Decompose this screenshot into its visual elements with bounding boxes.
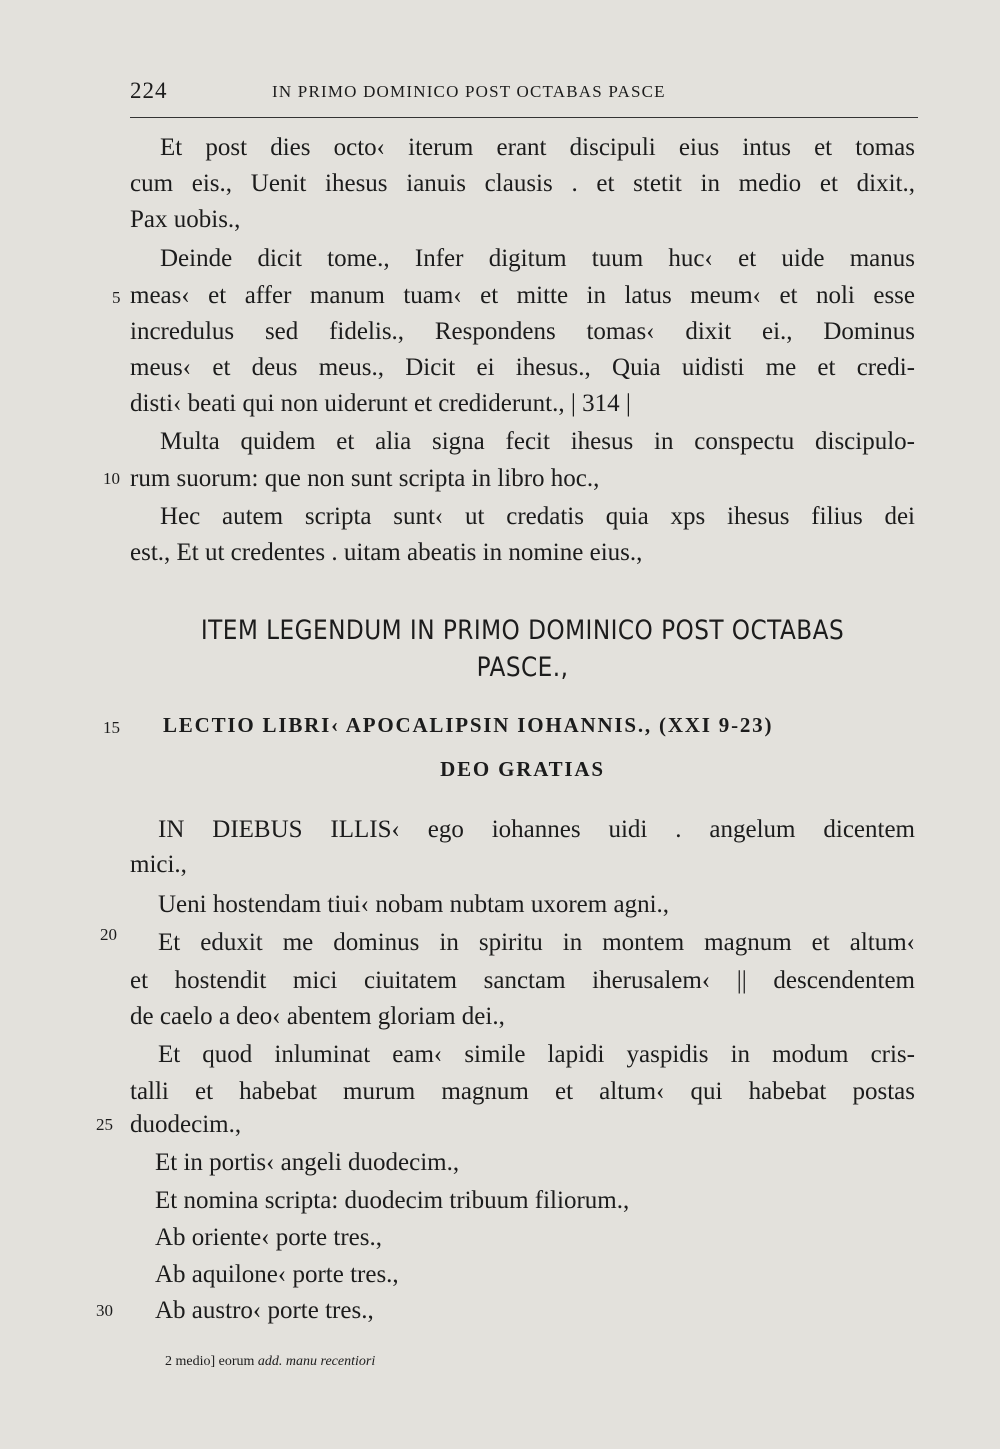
text-line: Deinde dicit tome., Infer digitum tuum huc‹ et uide manus	[160, 245, 915, 272]
text-line: Ab aquilone‹ porte tres.,	[155, 1261, 399, 1288]
section-heading-continued: PASCE.,	[476, 652, 569, 683]
text-line: Et post dies octo‹ iterum erant discipuli eius intus et tomas	[160, 134, 915, 161]
footnote-note: add. manu recentiori	[257, 1354, 376, 1369]
text-line: rum suorum: que non sunt scripta in libro hoc.,	[130, 465, 600, 492]
text-line: Ueni hostendam tiui‹ nobam nubtam uxorem agni.,	[158, 891, 670, 918]
text-line: talli et habebat murum magnum et altum‹ qui habebat postas	[130, 1078, 915, 1105]
text-line: Et eduxit me dominus in spiritu in montem magnum et altum‹	[158, 929, 915, 956]
text-line: Hec autem scripta sunt‹ ut credatis quia xps ihesus filius dei	[160, 503, 915, 530]
text-line: meus‹ et deus meus., Dicit ei ihesus., Quia uidisti me et credi-	[130, 354, 915, 381]
text-line: disti‹ beati qui non uiderunt et crediderunt., | 314 |	[130, 390, 631, 417]
text-line: Ab oriente‹ porte tres.,	[155, 1224, 383, 1251]
section-heading: ITEM LEGENDUM IN PRIMO DOMINICO POST OCTABAS	[200, 615, 845, 646]
text-line: de caelo a deo‹ abentem gloriam dei.,	[130, 1003, 505, 1030]
text-line: Pax uobis.,	[130, 206, 241, 233]
deo-gratias: DEO GRATIAS	[440, 757, 605, 781]
text-line: meas‹ et affer manum tuam‹ et mitte in latus meum‹ et noli esse	[130, 282, 915, 309]
text-line: IN DIEBUS ILLIS‹ ego iohannes uidi . angelum dicentem	[158, 816, 915, 843]
text-line: Ab austro‹ porte tres.,	[155, 1297, 374, 1324]
footnote	[165, 1354, 375, 1370]
line-number: 15	[103, 718, 120, 737]
text-line: et hostendit mici ciuitatem sanctam iherusalem‹ || descendentem	[130, 967, 915, 994]
text-line: Multa quidem et alia signa fecit ihesus in conspectu discipulo-	[160, 428, 915, 455]
text-line: cum eis., Uenit ihesus ianuis clausis . et stetit in medio et dixit.,	[130, 170, 915, 197]
text-line: Et nomina scripta: duodecim tribuum filiorum.,	[155, 1187, 630, 1214]
footnote-ref: 2 medio] eorum	[165, 1354, 255, 1369]
line-number: 5	[112, 288, 121, 307]
lectio-title: LECTIO LIBRI‹ APOCALIPSIN IOHANNIS., (XXI 9-23)	[163, 713, 774, 737]
text-line: incredulus sed fidelis., Respondens tomas‹ dixit ei., Dominus	[130, 318, 915, 345]
text-line: est., Et ut credentes . uitam abeatis in nomine eius.,	[130, 539, 643, 566]
line-number: 10	[103, 469, 120, 488]
line-number: 25	[96, 1115, 113, 1134]
text-line: duodecim.,	[130, 1111, 242, 1138]
header-rule	[130, 117, 918, 118]
text-line: Et in portis‹ angeli duodecim.,	[155, 1149, 460, 1176]
page-header	[130, 78, 918, 112]
line-number: 20	[100, 925, 117, 944]
running-title: IN PRIMO DOMINICO POST OCTABAS PASCE	[272, 82, 666, 101]
line-number: 30	[96, 1301, 113, 1320]
text-line: Et quod inluminat eam‹ simile lapidi yaspidis in modum cris-	[158, 1041, 915, 1068]
text-line: mici.,	[130, 851, 187, 878]
page-number: 224	[130, 78, 168, 103]
